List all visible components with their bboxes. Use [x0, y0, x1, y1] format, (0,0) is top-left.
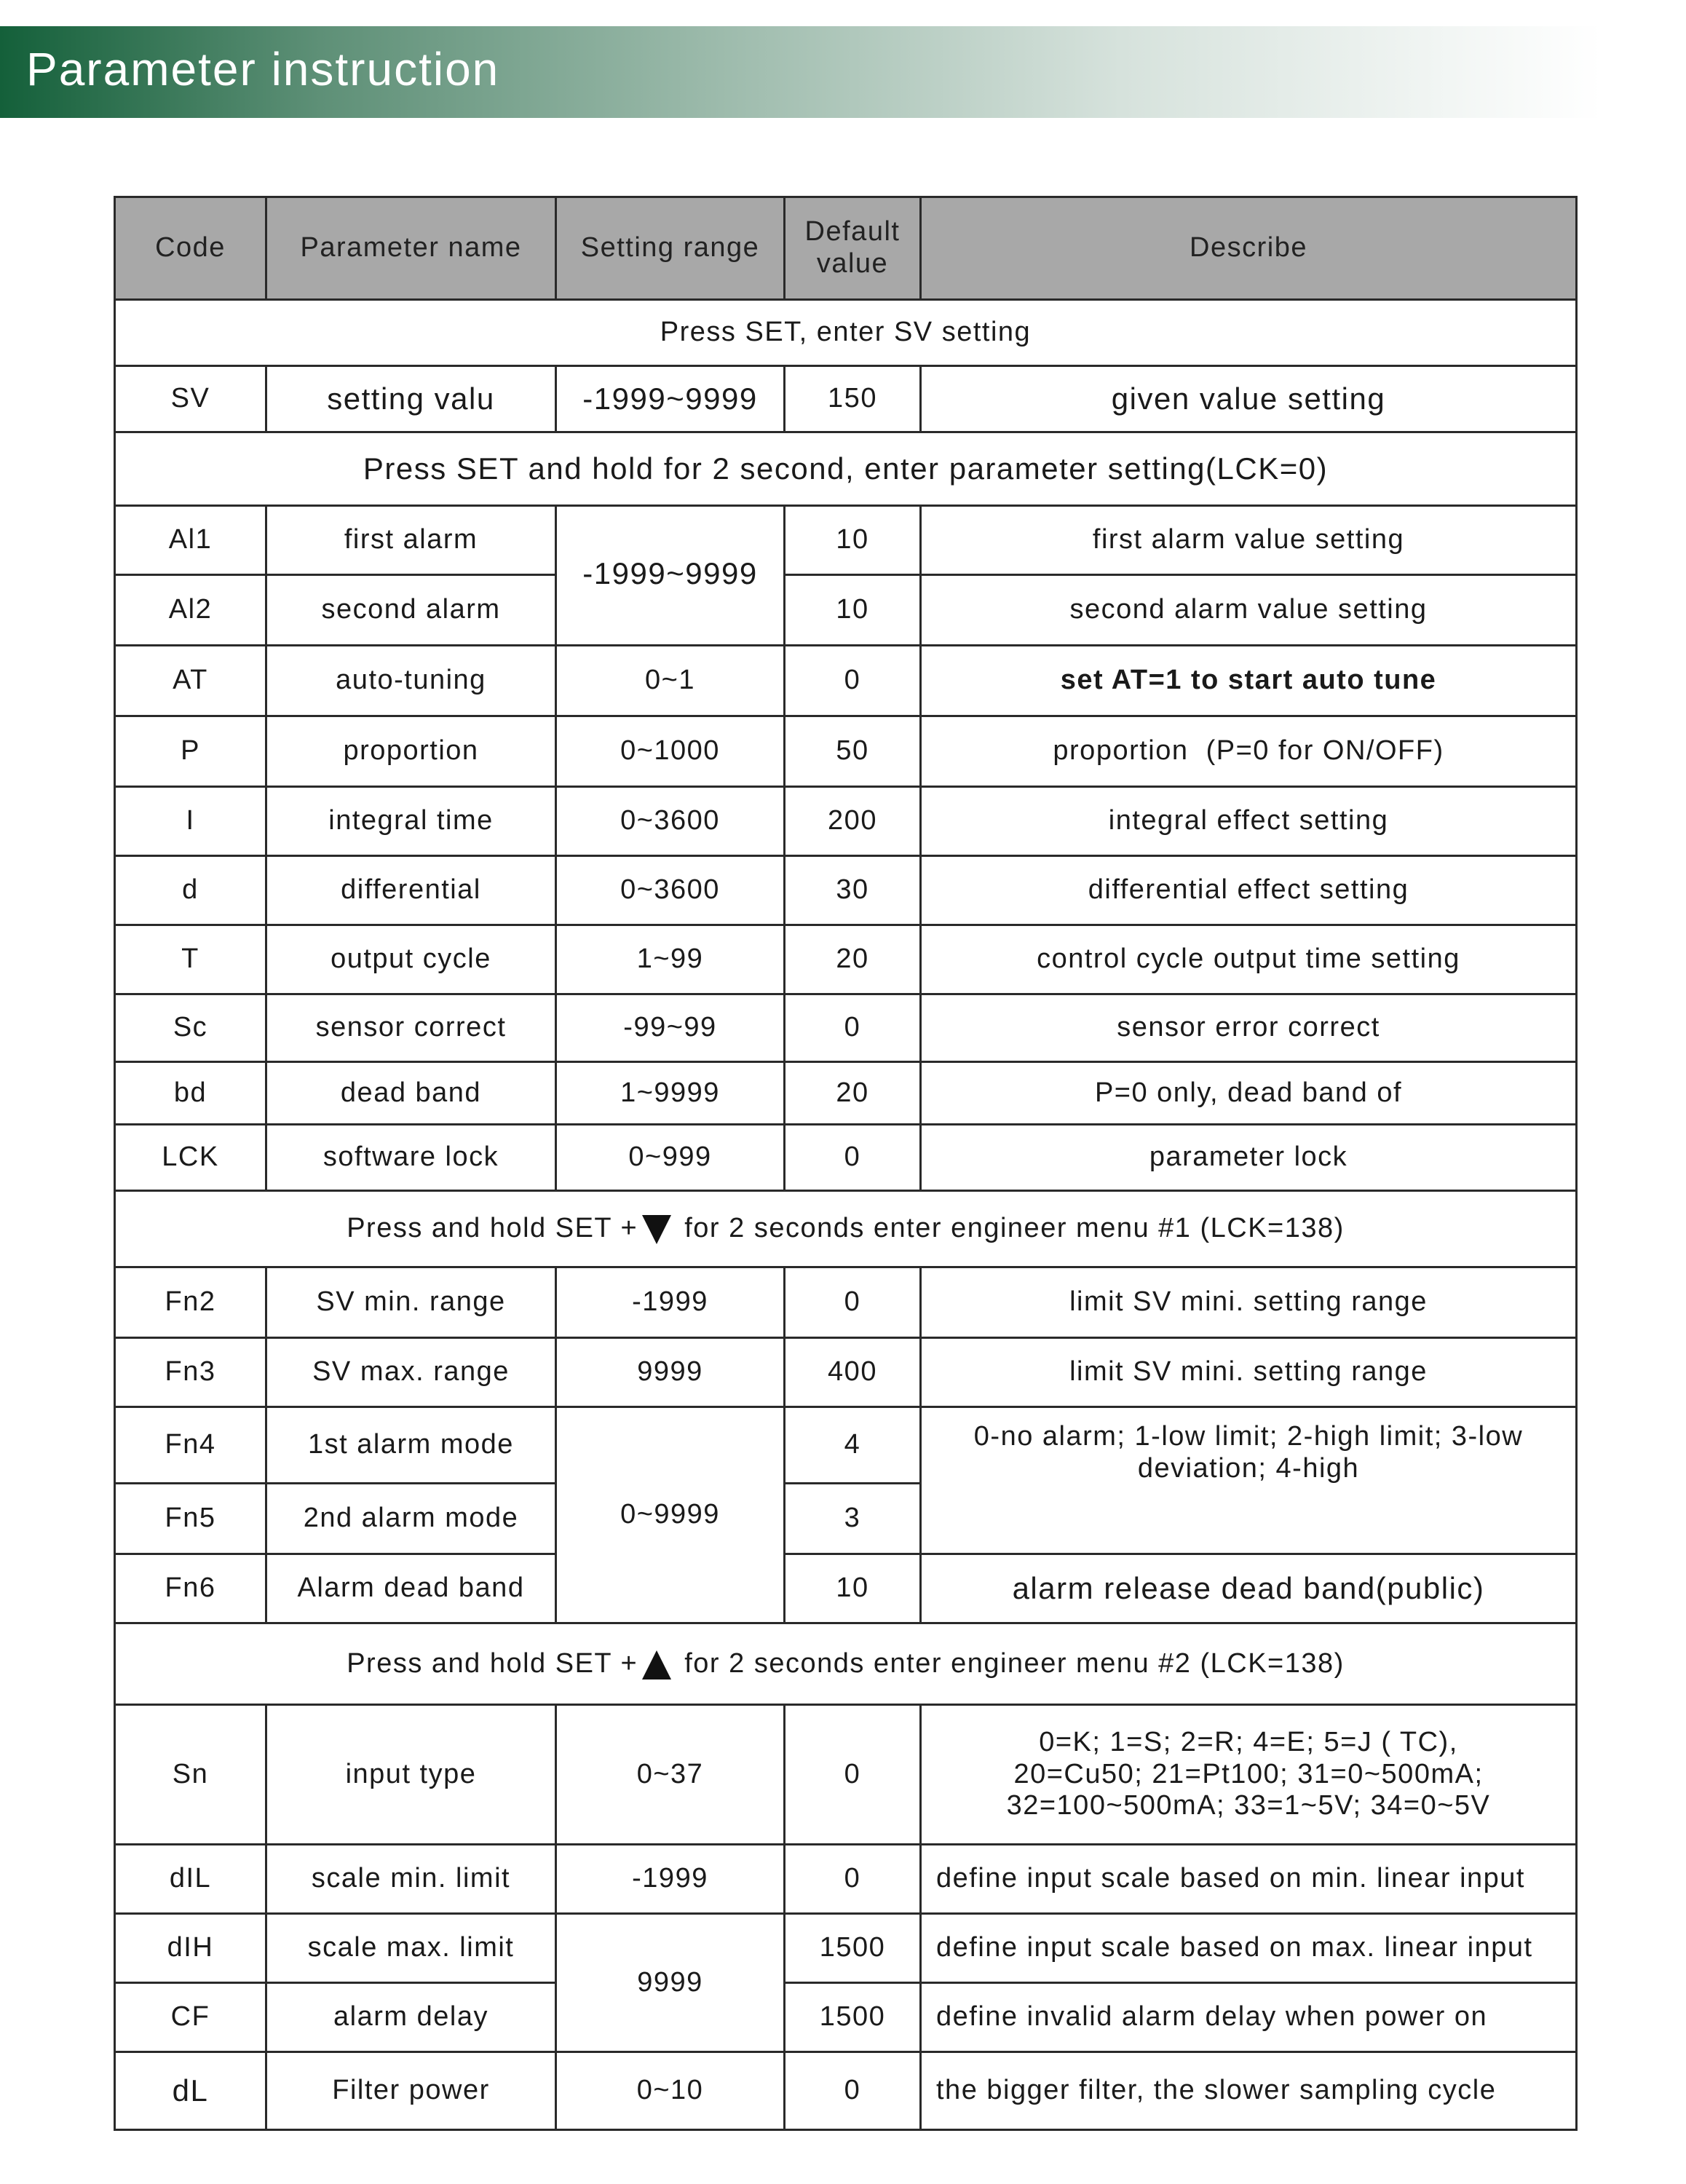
section-title-prefix: Press and hold SET + — [347, 1213, 638, 1244]
param-name: auto-tuning — [266, 646, 556, 716]
page-title: Parameter instruction — [26, 43, 500, 95]
default-value: 20 — [785, 1062, 921, 1125]
param-name: 1st alarm mode — [266, 1407, 556, 1484]
setting-range: 0~999 — [556, 1125, 785, 1191]
param-name: Filter power — [266, 2052, 556, 2130]
param-name: scale max. limit — [266, 1914, 556, 1983]
default-value: 0 — [785, 1705, 921, 1845]
header-name: Parameter name — [266, 197, 556, 300]
down-arrow-icon — [642, 1215, 671, 1244]
description: define input scale based on max. linear input — [921, 1914, 1577, 1983]
setting-range: -1999~9999 — [556, 506, 785, 646]
default-value: 200 — [785, 787, 921, 856]
table-row — [115, 1554, 1577, 1623]
param-name: integral time — [266, 787, 556, 856]
header-code: Code — [115, 197, 266, 300]
param-name: input type — [266, 1705, 556, 1845]
section-row — [115, 300, 1577, 366]
description: limit SV mini. setting range — [921, 1338, 1577, 1407]
code: T — [115, 925, 266, 994]
param-name: scale min. limit — [266, 1845, 556, 1914]
setting-range: -99~99 — [556, 994, 785, 1062]
setting-range: 0~3600 — [556, 856, 785, 925]
code: P — [115, 716, 266, 787]
table-row — [115, 366, 1577, 432]
table-row — [115, 856, 1577, 925]
setting-range: -1999 — [556, 1267, 785, 1338]
param-name: 2nd alarm mode — [266, 1484, 556, 1554]
code: Fn4 — [115, 1407, 266, 1484]
section-row — [115, 1623, 1577, 1705]
setting-range: 0~1 — [556, 646, 785, 716]
table-row — [115, 925, 1577, 994]
description: alarm release dead band(public) — [921, 1554, 1577, 1623]
param-name: SV min. range — [266, 1267, 556, 1338]
description: given value setting — [921, 366, 1577, 432]
setting-range: -1999~9999 — [556, 366, 785, 432]
section-title: Press SET and hold for 2 second, enter parameter setting(LCK=0) — [115, 432, 1577, 506]
description: set AT=1 to start auto tune — [921, 646, 1577, 716]
section-row — [115, 432, 1577, 506]
code: bd — [115, 1062, 266, 1125]
table-row — [115, 1914, 1577, 1983]
section-row — [115, 1191, 1577, 1267]
code: Sc — [115, 994, 266, 1062]
default-value: 10 — [785, 506, 921, 575]
code: Fn6 — [115, 1554, 266, 1623]
table-row — [115, 994, 1577, 1062]
param-name: setting valu — [266, 366, 556, 432]
default-value: 0 — [785, 2052, 921, 2130]
setting-range: 0~9999 — [556, 1407, 785, 1623]
default-value: 0 — [785, 1125, 921, 1191]
parameter-table — [114, 196, 1578, 2131]
code: d — [115, 856, 266, 925]
param-name: proportion — [266, 716, 556, 787]
table-row — [115, 1125, 1577, 1191]
default-value: 20 — [785, 925, 921, 994]
setting-range: 9999 — [556, 1914, 785, 2052]
param-name: second alarm — [266, 575, 556, 646]
title-banner — [0, 26, 1602, 118]
code: SV — [115, 366, 266, 432]
code: Al1 — [115, 506, 266, 575]
param-name: dead band — [266, 1062, 556, 1125]
section-title-suffix: for 2 seconds enter engineer menu #2 (LCK=138) — [684, 1647, 1345, 1679]
table-row — [115, 2052, 1577, 2130]
default-value: 30 — [785, 856, 921, 925]
param-name: sensor correct — [266, 994, 556, 1062]
param-name: software lock — [266, 1125, 556, 1191]
param-name: SV max. range — [266, 1338, 556, 1407]
default-value: 3 — [785, 1484, 921, 1554]
description: second alarm value setting — [921, 575, 1577, 646]
code: AT — [115, 646, 266, 716]
table-row — [115, 1267, 1577, 1338]
setting-range: 9999 — [556, 1338, 785, 1407]
default-value: 1500 — [785, 1914, 921, 1983]
description: proportion (P=0 for ON/OFF) — [921, 716, 1577, 787]
default-value: 0 — [785, 994, 921, 1062]
setting-range: 0~37 — [556, 1705, 785, 1845]
code: Al2 — [115, 575, 266, 646]
up-arrow-icon — [642, 1650, 671, 1679]
description: first alarm value setting — [921, 506, 1577, 575]
param-name: first alarm — [266, 506, 556, 575]
description: integral effect setting — [921, 787, 1577, 856]
table-row — [115, 1845, 1577, 1914]
default-value: 0 — [785, 646, 921, 716]
description: 0-no alarm; 1-low limit; 2-high limit; 3-low deviation; 4-high — [921, 1407, 1577, 1554]
table-row — [115, 787, 1577, 856]
code: Fn5 — [115, 1484, 266, 1554]
default-value: 1500 — [785, 1983, 921, 2052]
table-header — [115, 197, 1577, 300]
default-value: 10 — [785, 1554, 921, 1623]
setting-range: 1~99 — [556, 925, 785, 994]
table-row — [115, 575, 1577, 646]
description: define input scale based on min. linear input — [921, 1845, 1577, 1914]
table-row — [115, 716, 1577, 787]
param-name: output cycle — [266, 925, 556, 994]
default-value: 0 — [785, 1845, 921, 1914]
table-row — [115, 506, 1577, 575]
default-value: 10 — [785, 575, 921, 646]
setting-range: 0~10 — [556, 2052, 785, 2130]
code: dIL — [115, 1845, 266, 1914]
default-value: 150 — [785, 366, 921, 432]
table-row — [115, 1705, 1577, 1845]
description: limit SV mini. setting range — [921, 1267, 1577, 1338]
table-row — [115, 1983, 1577, 2052]
code: Fn2 — [115, 1267, 266, 1338]
param-name: Alarm dead band — [266, 1554, 556, 1623]
setting-range: -1999 — [556, 1845, 785, 1914]
description: define invalid alarm delay when power on — [921, 1983, 1577, 2052]
setting-range: 1~9999 — [556, 1062, 785, 1125]
default-value: 50 — [785, 716, 921, 787]
section-title: Press SET, enter SV setting — [115, 300, 1577, 366]
description: 0=K; 1=S; 2=R; 4=E; 5=J ( TC), 20=Cu50; 21=Pt100; 31=0~500mA; 32=100~500mA; 33=1~5V; 34=0~5V — [921, 1705, 1577, 1845]
code: dIH — [115, 1914, 266, 1983]
description: parameter lock — [921, 1125, 1577, 1191]
description: control cycle output time setting — [921, 925, 1577, 994]
section-title — [115, 1191, 1577, 1267]
header-default: Default value — [785, 197, 921, 300]
param-name: differential — [266, 856, 556, 925]
section-title — [115, 1623, 1577, 1705]
description: differential effect setting — [921, 856, 1577, 925]
section-title-suffix: for 2 seconds enter engineer menu #1 (LCK=138) — [684, 1213, 1345, 1244]
setting-range: 0~3600 — [556, 787, 785, 856]
description: sensor error correct — [921, 994, 1577, 1062]
default-value: 400 — [785, 1338, 921, 1407]
code: CF — [115, 1983, 266, 2052]
table-row — [115, 1407, 1577, 1484]
code: I — [115, 787, 266, 856]
setting-range: 0~1000 — [556, 716, 785, 787]
description: P=0 only, dead band of — [921, 1062, 1577, 1125]
section-title-prefix: Press and hold SET + — [347, 1647, 638, 1679]
code: dL — [115, 2052, 266, 2130]
code: Fn3 — [115, 1338, 266, 1407]
code: Sn — [115, 1705, 266, 1845]
code: LCK — [115, 1125, 266, 1191]
table-row — [115, 1062, 1577, 1125]
header-range: Setting range — [556, 197, 785, 300]
param-name: alarm delay — [266, 1983, 556, 2052]
description: the bigger filter, the slower sampling cycle — [921, 2052, 1577, 2130]
default-value: 0 — [785, 1267, 921, 1338]
default-value: 4 — [785, 1407, 921, 1484]
table-row — [115, 646, 1577, 716]
header-describe: Describe — [921, 197, 1577, 300]
table-row — [115, 1338, 1577, 1407]
